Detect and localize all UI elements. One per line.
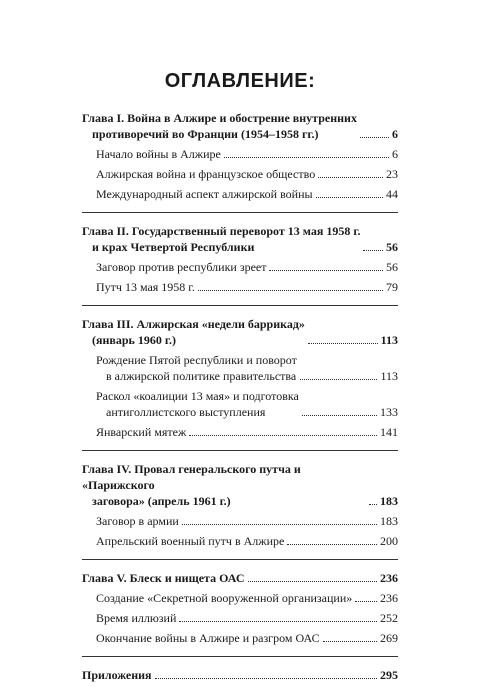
section-entry [82,279,398,295]
page-number: 133 [380,405,398,419]
dot-leader [198,290,383,291]
chapter-entry [82,667,398,683]
dot-leader [189,435,377,436]
page-number: 44 [386,187,398,201]
section-entry-title-line: Путч 13 мая 1958 г. [96,280,195,294]
section-entry-title [96,279,195,295]
section-entry-title-line: Время иллюзий [96,611,177,625]
chapter-block [82,667,398,683]
section-entry [82,186,398,202]
dot-leader [182,524,377,525]
page-number: 56 [386,240,398,254]
page-number: 6 [392,147,398,161]
page-number: 23 [386,167,398,181]
section-entry [82,630,398,646]
section-entry-title [96,186,313,202]
chapter-entry-title-line: Глава IV. Провал генеральского путча и «Парижского [82,462,301,492]
section-entry [82,259,398,275]
section-entry-title [96,259,266,275]
dot-leader [355,601,377,602]
section-entry-title-line: антиголлистского выступления [106,405,266,419]
page-number: 269 [380,631,398,645]
page-title: ОГЛАВЛЕНИЕ: [164,70,316,92]
section-entry-title [96,388,299,420]
page-number: 183 [380,514,398,528]
chapter-entry [82,570,398,586]
dot-leader [269,270,383,271]
section-entry-title [96,513,179,529]
dot-leader [248,581,377,582]
page-number: 79 [386,280,398,294]
section-entry-title [96,590,352,606]
section-entry-title-line: Начало войны в Алжире [96,147,221,161]
section-entry [82,166,398,182]
page-number: 141 [380,425,398,439]
dot-leader [287,544,377,545]
page-number: 236 [380,591,398,605]
section-entry [82,388,398,420]
chapter-entry-title-line: заговора» (апрель 1961 г.) [92,494,231,508]
table-of-contents [82,110,398,687]
section-entry-title-line: Заговор против республики зреет [96,260,267,274]
dot-leader [360,137,389,138]
section-entry-title-line: Создание «Секретной вооруженной организации» [96,591,353,605]
dot-leader [300,379,378,380]
dot-leader [308,343,378,344]
chapter-entry-title-line: Приложения [82,668,152,682]
page-number: 113 [380,333,398,347]
chapter-entry [82,223,398,255]
dot-leader [155,678,377,679]
chapter-entry-title-line: (январь 1960 г.) [92,333,176,347]
chapter-entry-title [82,110,357,142]
page-number: 252 [380,611,398,625]
dot-leader [224,157,389,158]
section-entry-title-line: Апрельский военный путч в Алжире [96,534,285,548]
page-number: 200 [380,534,398,548]
section-entry [82,533,398,549]
dot-leader [179,621,377,622]
section-entry-title-line: Алжирская война и французское общество [96,167,316,181]
section-entry [82,146,398,162]
dot-leader [363,250,383,251]
chapter-entry [82,110,398,142]
dot-leader [318,177,383,178]
chapter-entry-title-line: и крах Четвертой Республики [92,240,255,254]
page-number: 56 [386,260,398,274]
chapter-entry-title-line: противоречий во Франции (1954–1958 гг.) [92,127,319,141]
page-number: 183 [380,494,398,508]
chapter-block [82,461,398,560]
chapter-entry-title-line: Глава III. Алжирская «недели баррикад» [82,317,305,331]
section-entry [82,424,398,440]
section-entry-title-line: Международный аспект алжирской войны [96,187,313,201]
dot-leader [316,197,383,198]
chapter-entry [82,316,398,348]
chapter-entry [82,461,398,509]
chapter-block [82,570,398,657]
section-entry [82,610,398,626]
section-entry [82,590,398,606]
section-entry-title-line: Заговор в армии [96,514,179,528]
section-entry-title-line: Окончание войны в Алжире и разгром ОАС [96,631,320,645]
section-entry-title-line: Раскол «коалиции 13 мая» и подготовка [96,389,299,403]
chapter-entry-title-line: Глава V. Блеск и нищета ОАС [82,571,245,585]
chapter-entry-title-line: Глава I. Война в Алжире и обострение внутренних [82,111,357,125]
page-number: 113 [380,369,398,383]
page-number: 295 [380,668,398,682]
page-number: 6 [392,127,398,141]
section-entry-title-line: в алжирской политике правительства [106,369,297,383]
section-entry [82,513,398,529]
chapter-entry-title [82,570,245,586]
section-entry-title [96,146,221,162]
dot-leader [369,504,377,505]
chapter-entry-title-line: Глава II. Государственный переворот 13 мая 1958 г. [82,224,361,238]
page-number: 236 [380,571,398,585]
chapter-block [82,316,398,451]
dot-leader [302,415,377,416]
chapter-entry-title [82,667,152,683]
dot-leader [323,641,377,642]
chapter-block [82,110,398,213]
section-entry-title [96,352,297,384]
chapter-entry-title [82,461,366,509]
chapter-entry-title [82,316,305,348]
section-entry-title [96,424,186,440]
chapter-block [82,223,398,306]
section-entry [82,352,398,384]
section-entry-title [96,533,284,549]
section-entry-title [96,166,315,182]
section-entry-title-line: Рождение Пятой республики и поворот [96,353,297,367]
section-entry-title [96,630,320,646]
chapter-entry-title [82,223,360,255]
section-entry-title [96,610,176,626]
section-entry-title-line: Январский мятеж [96,425,187,439]
